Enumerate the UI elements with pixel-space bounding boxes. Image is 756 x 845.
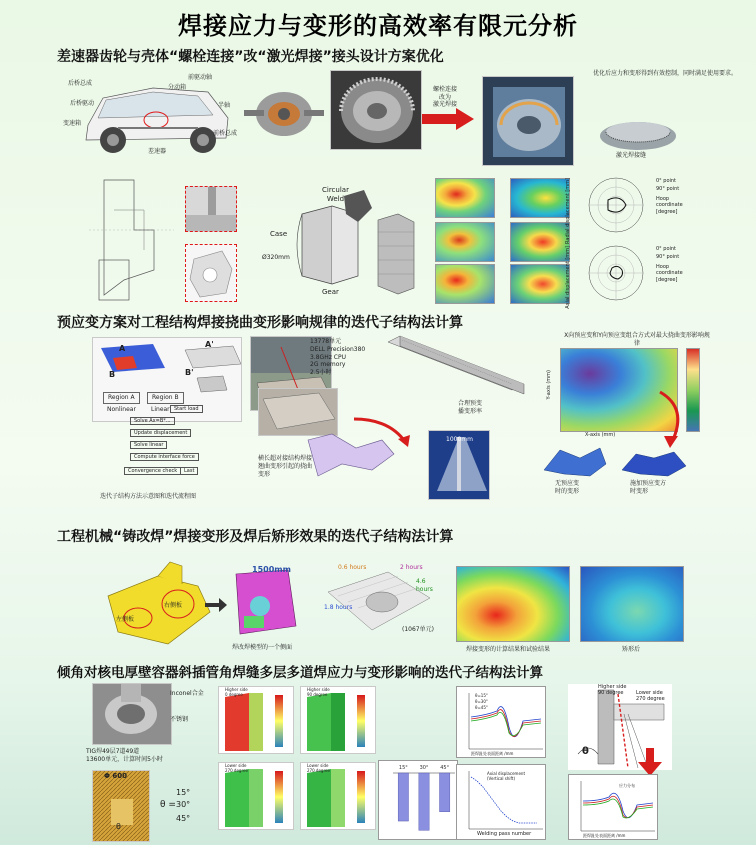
contour-map-6	[510, 264, 570, 304]
polar1-legend-0: 0° point	[656, 178, 677, 184]
red-arrow-right-icon	[422, 108, 474, 130]
joint-3d-model	[185, 244, 237, 302]
flow-step-2: Update displacement	[130, 429, 191, 437]
polar2-ylabel: Axial displacement [mm]	[565, 246, 571, 309]
flow-step-0: Start load	[170, 405, 203, 413]
polar-plot-axial	[578, 240, 690, 306]
theta-small-label: θ	[116, 822, 121, 831]
plate-length-label: 1500mm	[252, 565, 291, 574]
contour-map-5	[510, 222, 570, 262]
angle-15-label: 15°	[176, 788, 191, 797]
section-3-title: 工程机械“铸改焊”焊接变形及焊后矫形效果的迭代子结构法计算	[57, 529, 454, 545]
theta-eq-label: θ =	[160, 800, 176, 810]
residual-stress-chart	[456, 686, 546, 758]
circular-weld-label: Circular Weld	[322, 186, 349, 203]
side-plate-model	[230, 564, 302, 640]
diameter-label: Ø320mm	[262, 254, 290, 261]
gear-label: Gear	[322, 288, 339, 296]
bar-label-1: 30°	[419, 765, 429, 771]
polar1-ylabel: Radial displacement [mm]	[565, 178, 571, 244]
bar-label-2: 45°	[440, 765, 450, 771]
linear-label: Linear	[151, 406, 170, 413]
region-b-prime-label: B'	[185, 368, 194, 377]
stress-map-3	[300, 686, 376, 754]
line-legend-2: θ=45°	[475, 705, 488, 710]
cast-to-weld-part	[98, 556, 218, 654]
car-label-differential: 差速器	[148, 148, 167, 155]
map2-label: Lower side 270 degree	[225, 763, 248, 773]
hours-label-0: 0.6 hours	[338, 564, 367, 571]
angle-bar-chart	[378, 760, 458, 840]
polar1-legend-2: Hoop coordinate [degree]	[656, 196, 683, 215]
heatmap-ylabel: Y-axis (mm)	[546, 370, 552, 400]
bar-1	[419, 773, 429, 830]
differential-photo	[244, 76, 324, 148]
stress-map-2	[218, 762, 294, 830]
right-plate-label: 右侧板	[164, 602, 183, 609]
after-correction-caption: 矫形后	[622, 646, 641, 653]
section-4-title: 倾角对核电厚壁容器斜插管角焊缝多层多道焊应力与变形影响的迭代子结构法计算	[57, 665, 543, 681]
hours-label-3: 1.8 hours	[324, 604, 353, 611]
map1-label: Higher side 0 degree	[225, 687, 248, 697]
region-b-box: Region B	[147, 392, 184, 404]
spec-note: 13778单元 DELL Precision380 3.8GHz CPU 2G memory 2.5小时	[310, 338, 366, 377]
bar-label-0: 15°	[398, 765, 408, 771]
laser-seam-photo	[598, 96, 678, 150]
car-label-front-axle: 前桥总成	[213, 130, 238, 137]
axial-displacement-chart	[456, 764, 546, 840]
region-a-label: A	[119, 344, 126, 353]
laser-seam-caption: 激光焊接缝	[616, 152, 647, 159]
gear-bolt-photo	[330, 70, 422, 150]
polar2-legend-0: 0° point	[656, 246, 677, 252]
deformation-map-caption: 焊接变形的计算结果和试验结果	[466, 646, 551, 653]
car-label-rear-drive: 后桥驱动	[70, 100, 95, 107]
joint-section-drawing	[84, 170, 178, 305]
phi-label: Φ 600	[104, 772, 127, 780]
mesh-block-model	[92, 770, 150, 842]
tig-note: TIG焊49层7道49道 13600单元，计算时间5小时	[86, 748, 163, 763]
map3-label: Higher side 90 degree	[307, 687, 330, 697]
flow-step-4: Compute interface force	[130, 453, 199, 461]
line-legend-1: θ=30°	[475, 699, 488, 704]
with-prestrain-caption: 施加预应变方 时变形	[630, 480, 667, 495]
car-chassis-diagram	[58, 70, 242, 160]
stress-map-4	[300, 762, 376, 830]
bar-chart-svg	[379, 761, 458, 840]
arrow-right-icon	[205, 598, 227, 612]
polar1-legend-1: 90° point	[656, 186, 680, 192]
geom-theta-label: θ	[582, 746, 589, 757]
deform-caption: 横长超对接结构焊接翘曲变形引起的挠曲变形	[258, 455, 313, 478]
side-plate-caption: 焊改焊模型的一个侧面	[232, 644, 293, 651]
laser-weld-photo	[482, 76, 574, 166]
car-label-front-shaft: 前驱动轴	[188, 74, 213, 81]
inconel-label: Inconel合金	[170, 690, 204, 697]
polar-plot-radial	[578, 172, 690, 238]
gear-section-icon	[340, 186, 376, 226]
flow-step-3: Solve linear	[130, 441, 167, 449]
contour-map-2	[435, 222, 495, 262]
stress-label: 应力分布	[619, 783, 635, 788]
car-label-rear-axle: 后桥总成	[68, 80, 93, 87]
contour-map-1	[435, 178, 495, 218]
red-curve-arrow-icon	[350, 415, 410, 449]
with-prestrain-model	[618, 440, 690, 480]
line-xlabel: 距焊趾处表面距离 /mm	[471, 751, 514, 756]
polar2-legend-2: Hoop coordinate [degree]	[656, 264, 683, 283]
heatmap-title: X向预应变和Y向预应变组合方式对最大挠曲变形影响规律	[564, 332, 710, 347]
angle-45-label: 45°	[176, 814, 191, 823]
car-label-transfer: 分动箱	[168, 84, 187, 91]
flow-step-1: Solve Ax=B*...	[130, 417, 175, 425]
geom-lower-label: Lower side 270 degree	[636, 690, 665, 703]
car-label-halfshaft: 半轴	[218, 102, 231, 109]
flow-caption: 迭代子结构方法示意图和迭代流程图	[100, 493, 197, 500]
deformation-result-map	[456, 566, 570, 642]
preset-note: 合理预变 播变形率	[458, 400, 483, 415]
beam-length-label: 1000mm	[446, 436, 473, 443]
mesh-hours-model	[318, 562, 438, 644]
hours-label-2: 4.6 hours	[416, 578, 433, 593]
stress-map-1	[218, 686, 294, 754]
nonlinear-label: Nonlinear	[107, 406, 136, 413]
stress-xlabel: 距焊趾处表面距离 /mm	[583, 833, 626, 838]
laser-note: 优化后应力和变形得到有效控制，同时满足使用要求。	[593, 70, 738, 77]
map4-label: Lower side 270 degree	[307, 763, 330, 773]
page-title: 焊接应力与变形的高效率有限元分析	[178, 12, 578, 40]
iteration-flowchart	[120, 405, 212, 487]
angle-30-label: 30°	[176, 800, 191, 809]
bar-0	[398, 773, 408, 821]
bolt-to-laser-label: 螺栓连接 改为 激光焊接	[432, 86, 457, 108]
case-label: Case	[270, 230, 288, 238]
no-prestrain-model	[540, 440, 610, 480]
line-legend-0: θ=15°	[475, 693, 488, 698]
car-label-gearbox: 变速箱	[63, 120, 82, 127]
section-2-title: 预应变方案对工程结构焊接挠曲变形影响规律的迭代子结构法计算	[57, 315, 463, 331]
region-b-label: B	[109, 370, 116, 379]
region-a-box: Region A	[103, 392, 140, 404]
disp-legend: Axial displacement (Vertical shift)	[487, 771, 526, 781]
after-correction-map	[580, 566, 684, 642]
no-prestrain-caption: 无预应变 时的变形	[555, 480, 580, 495]
red-down-arrow-icon	[638, 748, 664, 776]
polar2-legend-1: 90° point	[656, 254, 680, 260]
stress-distribution-chart	[568, 774, 658, 840]
region-a-prime-label: A'	[205, 340, 214, 349]
contour-map-3	[435, 264, 495, 304]
nozzle-photo	[92, 683, 172, 745]
contour-map-4	[510, 178, 570, 218]
disp-xlabel: Welding pass number	[477, 831, 532, 837]
model-caption: (1067单元)	[402, 626, 434, 633]
mesh-model	[374, 210, 418, 296]
flow-step-6: Last	[180, 467, 198, 475]
welded-plate-photo	[258, 388, 338, 436]
geom-higher-label: Higher side 90 degree	[598, 684, 627, 697]
flow-step-5: Convergence check	[124, 467, 181, 475]
hours-label-1: 2 hours	[400, 564, 423, 571]
bar-2	[440, 773, 450, 812]
long-beam-model	[382, 332, 532, 412]
heatmap-xlabel: X-axis (mm)	[585, 432, 616, 438]
section-1-title: 差速器齿轮与壳体“螺栓连接”改“激光焊接”接头设计方案优化	[57, 49, 444, 65]
left-plate-label: 左侧板	[116, 616, 135, 623]
weld-macro-photo	[185, 186, 237, 232]
stainless-label: 不锈钢	[170, 716, 189, 723]
